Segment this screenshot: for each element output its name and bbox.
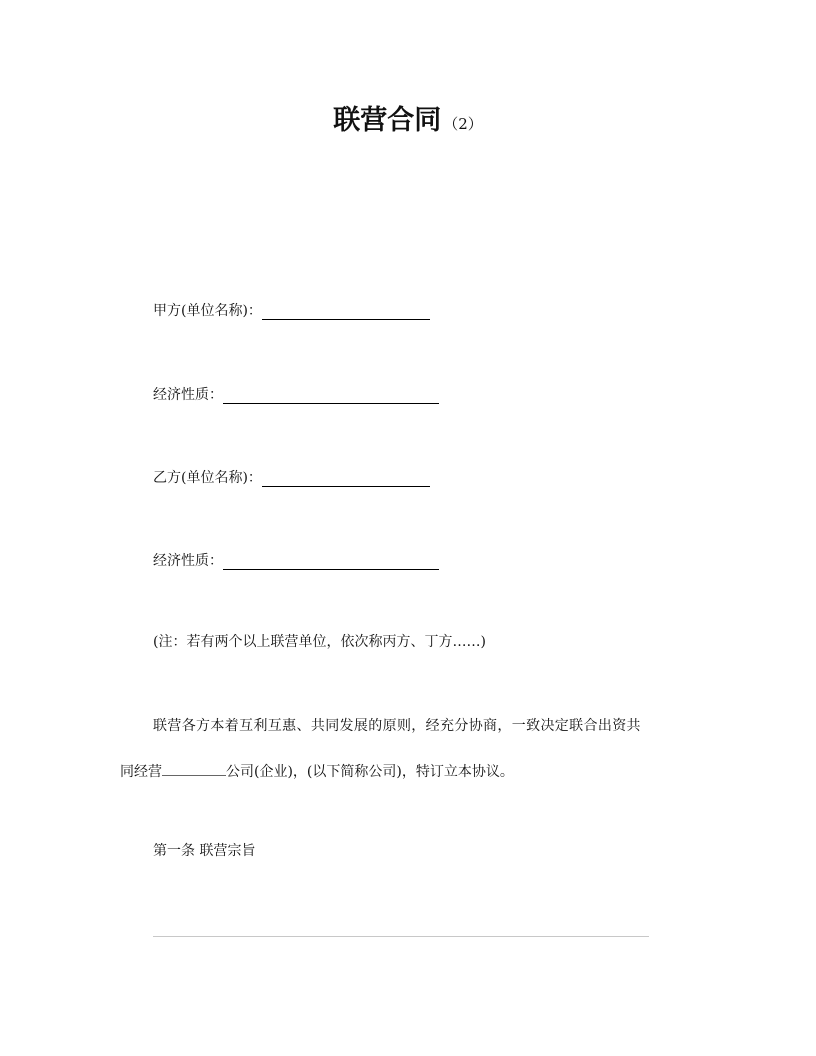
paragraph-text: 公司(企业)，(以下简称公司)，特订立本协议。: [226, 764, 514, 780]
page-divider: [153, 936, 649, 937]
fill-in-blank: [262, 305, 430, 320]
party-b-economic-nature-field: [153, 550, 439, 570]
field-label: 乙方(单位名称)：: [153, 470, 262, 486]
fill-in-blank: [262, 472, 430, 487]
paragraph-line-1: 联营各方本着互利互惠、共同发展的原则，经充分协商，一致决定联合出资共: [153, 718, 641, 734]
party-a-name-field: [153, 300, 430, 320]
section-heading: 第一条 联营宗旨: [153, 843, 256, 859]
title-text: 联营合同: [333, 105, 442, 136]
field-label: 甲方(单位名称)：: [153, 303, 262, 319]
party-a-economic-nature-field: [153, 384, 439, 404]
document-title: [0, 98, 816, 137]
paragraph-text: 同经营: [120, 764, 162, 780]
title-suffix: （2）: [443, 115, 483, 133]
field-label: 经济性质：: [153, 553, 223, 569]
paragraph-line-2: [120, 761, 514, 781]
fill-in-blank: [223, 555, 439, 570]
field-label: 经济性质：: [153, 387, 223, 403]
fill-in-blank: [223, 389, 439, 404]
note-text: (注：若有两个以上联营单位，依次称丙方、丁方……): [153, 634, 486, 650]
party-b-name-field: [153, 467, 430, 487]
company-name-blank: [162, 762, 226, 776]
